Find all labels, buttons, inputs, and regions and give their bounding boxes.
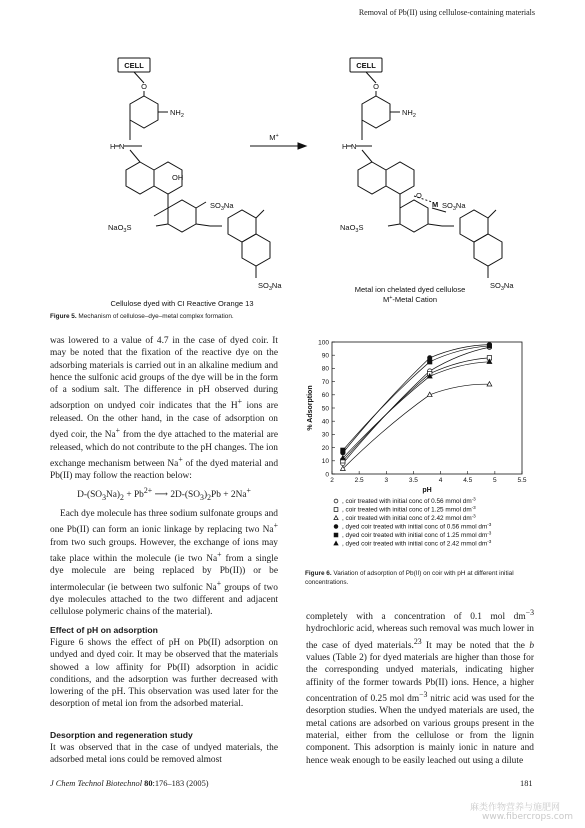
series-1 — [341, 345, 492, 466]
watermark-url: www.fibercrops.com — [482, 812, 573, 822]
legend-label: , dyed coir treated with initial conc of 2.42 mmol $dm^{-3}$ — [342, 539, 492, 548]
atom-label: N — [351, 142, 357, 151]
series-line — [343, 362, 490, 458]
journal-footer: J Chem Technol Biotechnol 80:176–183 (2005) — [50, 779, 209, 788]
section-heading-ph: Effect of pH on adsorption — [50, 625, 158, 635]
atom-label: O — [416, 191, 422, 200]
naphthalene-ring-c-left — [228, 210, 256, 242]
naphthalene-ring-a-left — [126, 162, 154, 194]
y-tick-label: 40 — [321, 418, 329, 426]
legend-label: , coir treated with initial conc of 1.25 mmol $dm^{-3}$ — [342, 505, 476, 514]
running-header: Removal of Pb(II) using cellulose-containing materials — [358, 8, 535, 17]
data-point — [487, 382, 492, 386]
y-tick-label: 90 — [321, 352, 329, 360]
nh2-label: $NH_2$ — [402, 108, 416, 119]
legend-marker — [334, 525, 338, 529]
arrow-label: M+ — [269, 133, 279, 142]
y-tick-label: 0 — [325, 471, 329, 479]
oh-label: OH — [172, 173, 184, 182]
x-tick-label: 4.5 — [463, 477, 473, 484]
figure-5-caption: Figure 5. Mechanism of cellulose–dye–metal complex formation. — [50, 313, 234, 320]
data-point — [341, 448, 345, 452]
y-tick-label: 10 — [321, 458, 329, 466]
x-tick-label: 5 — [493, 477, 497, 484]
x-tick-label: 3 — [384, 477, 389, 484]
legend-marker — [334, 533, 338, 537]
watermark-cn: 麻类作物营养与施肥网 — [470, 803, 561, 813]
x-axis-label: pH — [422, 487, 432, 494]
series-2 — [341, 356, 492, 463]
reaction-equation: $D-(SO_3Na)_2 + Pb^{2+}$ ⟶ $2D-(SO_3)_2Pb + 2Na^+$ — [77, 486, 251, 502]
paragraph: was lowered to a value of 4.7 in the case of dyed coir. It may be noted that the fixation of the reactive dye on the adsorbing materials is carried out in an alkaline medium and hence the sulfonic acid groups of the dye will be in the form of a sodium salt. The difference in pH observed during adsorption on undyed coir indicates that the H+ ions are released. On the other hand, in the case of adsorption on dyed coir, the Na+ from the dye attached to the material are released, which do not contribute to the pH changes. The ion exchange mechanism between Na+ of the dyed material and Pb(II) may follow the reaction below: — [50, 336, 279, 482]
y-tick-label: 30 — [321, 431, 329, 439]
x-tick-label: 4 — [438, 477, 443, 484]
cell-label-right: CELL — [356, 61, 376, 70]
paragraph: Figure 6 shows the effect of pH on Pb(II) adsorption on undyed and dyed coir. It may be observed that the materials showed a low affinity for Pb(II) adsorption in acidic conditions, and the adsorption was further decreased with lowering of the pH. This observation was used later for the desorption of metal ion from the adsorbed material. — [50, 638, 278, 710]
series-line — [343, 346, 490, 450]
y-tick-label: 80 — [321, 365, 329, 373]
figure-5-scheme — [60, 50, 530, 310]
y-axis-label: % Adsorption — [307, 385, 314, 431]
figure-6-chart — [300, 334, 540, 564]
legend-marker — [334, 499, 338, 503]
paragraph: completely with a concentration of 0.1 mol $dm^{-3}$ hydrochloric acid, whereas such removal was much lower in the case of dyed materials.$^{23}$ It may be noted that the b values (Table 2) for dyed materials are higher than those for the corresponding undyed materials, indicating higher affinity of the former towards Pb(II) ions. Hence, a higher concentration of 0.25 mol $dm^{-3}$ nitric acid was used for the desorption studies. When the undyed materials are used, the metal cations are adsorbed on various groups present in the material, either from the cellulose or from the lignin component. This adsorption is mainly ionic in nature and hence weak enough to be easily leached out using a dilute — [306, 608, 534, 766]
so3na-label: $SO_3Na$ — [442, 201, 466, 212]
page-number: 181 — [520, 779, 533, 788]
atom-label: O — [373, 82, 379, 91]
legend-marker — [334, 516, 338, 520]
atom-label: H — [342, 142, 348, 151]
y-tick-label: 60 — [321, 392, 329, 400]
legend-label: , coir treated with initial conc of 0.56 mmol $dm^{-3}$ — [342, 496, 476, 505]
paragraph: It was observed that in the case of undyed materials, the adsorbed metal ions could be removed almost — [50, 743, 278, 766]
naso3-label: NaO$_3$S — [340, 223, 364, 234]
legend-marker — [334, 508, 338, 512]
y-tick-label: 20 — [321, 444, 329, 452]
atom-label: H — [110, 142, 116, 151]
x-tick-label: 2 — [330, 477, 334, 484]
metal-label: M — [432, 200, 439, 209]
left-column-3 — [50, 637, 278, 711]
atom-label: O — [141, 82, 147, 91]
left-column — [50, 335, 278, 483]
series-5 — [341, 344, 492, 453]
nh2-label: $NH_2$ — [170, 108, 184, 119]
paragraph: Each dye molecule has three sodium sulfonate groups and one Pb(II) can form an ionic linkage by replacing two Na+ from two such groups. However, the exchange of ions may take place within the molecule (ie two Na+ from a single dye molecule are being replaced by Pb(II)) or be intermolecular (ie between two sulfonic Na+ groups of two dye molecules attached to the two different and adjacent cellulose polymeric chains of the material). — [50, 509, 278, 618]
legend-label: , dyed coir treated with initial conc of 1.25 mmol $dm^{-3}$ — [342, 530, 492, 539]
left-structure-label: Cellulose dyed with CI Reactive Orange 13 — [110, 299, 254, 308]
chart-series — [340, 342, 491, 470]
triazine-ring-left — [130, 96, 158, 128]
so3na-label: $SO_3Na$ — [490, 281, 514, 292]
cell-label-left: CELL — [124, 61, 144, 70]
legend-marker — [334, 541, 338, 545]
x-tick-label: 5.5 — [517, 477, 527, 484]
legend-label: , coir treated with initial conc of 2.42 mmol $dm^{-3}$ — [342, 513, 476, 522]
atom-label: N — [119, 142, 125, 151]
y-tick-label: 50 — [321, 405, 329, 413]
naphthalene-ring-c-right — [460, 210, 488, 242]
so3na-label: $SO_3Na$ — [258, 281, 282, 292]
series-3 — [340, 382, 491, 471]
x-tick-label: 2.5 — [354, 477, 364, 484]
right-structure-label: Metal ion chelated dyed cellulose — [354, 285, 466, 294]
chart-legend — [334, 497, 492, 548]
naso3-label: NaO$_3$S — [108, 223, 132, 234]
figure-6-caption: Figure 6. Variation of adsorption of Pb(II) on coir with pH at different initial concentrations. — [305, 570, 514, 586]
triazine-ring-right — [362, 96, 390, 128]
section-heading-desorption: Desorption and regeneration study — [50, 730, 193, 740]
so3na-label: $SO_3Na$ — [210, 201, 234, 212]
y-tick-label: 70 — [321, 378, 329, 386]
series-line — [343, 358, 490, 461]
data-point — [487, 344, 491, 348]
right-column — [306, 607, 534, 767]
x-tick-label: 3.5 — [408, 477, 418, 484]
data-point — [428, 360, 432, 364]
left-column-2 — [50, 508, 278, 619]
right-structure-label-2: M+-Metal Cation — [382, 295, 438, 304]
legend-label: , dyed coir treated with initial conc of 0.56 mmol $dm^{-3}$ — [342, 522, 492, 531]
y-tick-label: 100 — [318, 339, 329, 347]
left-column-4 — [50, 742, 278, 767]
plot-frame — [332, 342, 522, 474]
